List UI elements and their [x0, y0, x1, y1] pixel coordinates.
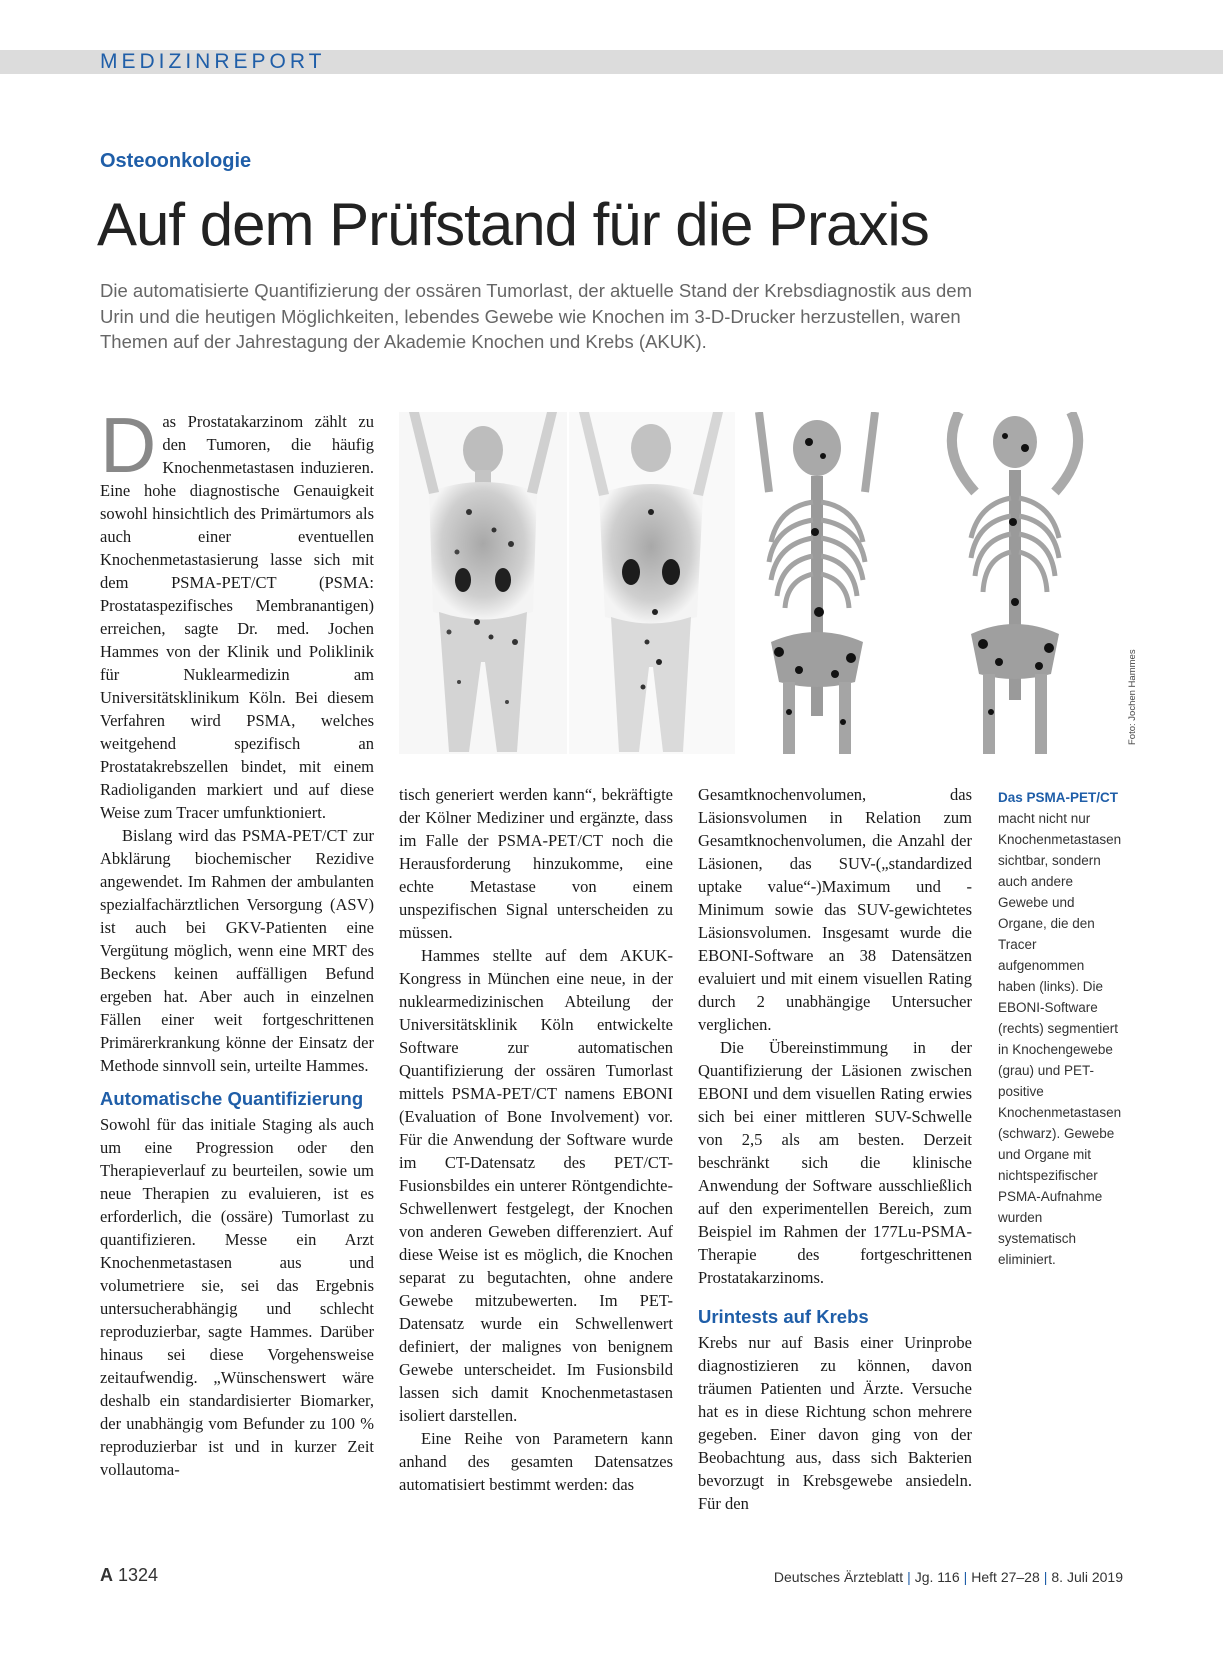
text-column-1: [100, 401, 374, 1481]
pet-ct-figure: [399, 412, 1127, 754]
journal-date: 8. Juli 2019: [1051, 1569, 1123, 1585]
paragraph-8: Die Übereinstimmung in der Quantifizierung der Läsionen zwischen EBONI und dem visuellen Rating erwies sich bei einer mittleren SUV-Schwelle von 2,5 als am besten. Derzeit beschränkt sich die klinische Anwendung der Software ausschließlich auf den experimentellen Bereich, zum Beispiel im Rahmen der 177Lu-PSMA-Therapie des fortgeschrittenen Prostatakarzinoms.: [698, 1038, 972, 1287]
subheading-automatic-quantification: Automatische Quantifizierung: [100, 1088, 364, 1109]
journal-issue: Heft 27–28: [971, 1569, 1040, 1585]
paragraph-3: Sowohl für das initiale Staging als auch um eine Progression oder den Therapieverlauf zu beurteilen, sowie um neue Therapien zu evaluieren, ist es erforderlich, die (ossäre) Tumorlast zu quantifizieren. Messe ein Arzt Knochenmetastasen aus und volumetriere sie, sei das Ergebnis untersucherabhängig und schlecht reproduzierbar, sagte Hammes. Darüber hinaus sei diese Vorgehensweise zeitaufwendig. „Wünschenswert wäre deshalb ein standardisierter Biomarker, der unabhängig vom Befunder zu 100 % reproduzierbar ist und in kurzer Zeit vollautoma-: [100, 1115, 374, 1479]
eboni-segmentation-front: [737, 412, 927, 754]
paragraph-6: Eine Reihe von Parametern kann anhand des gesamten Datensatzes automatisiert bestimmt werden: das: [399, 1429, 673, 1494]
text-column-3: [698, 783, 972, 1515]
article-lead: Die automatisierte Quantifizierung der ossären Tumorlast, der aktuelle Stand der Krebsdiagnostik aus dem Urin und die heutigen Möglichkeiten, lebendes Gewebe wie Knochen im 3-D-Drucker herzustellen, waren Themen auf der Jahrestagung der Akademie Knochen und Krebs (AKUK).: [100, 280, 973, 352]
photo-credit: Foto: Jochen Hammes: [1127, 649, 1138, 745]
drop-cap: D: [100, 401, 157, 489]
journal-info: Deutsches Ärzteblatt | Jg. 116 | Heft 27–28 | 8. Juli 2019: [773, 1569, 1123, 1585]
caption-title: Das PSMA-PET/CT: [998, 790, 1119, 805]
pet-image-second: [569, 412, 735, 754]
article-title: Auf dem Prüfstand für die Praxis: [97, 191, 929, 258]
paragraph-4: tisch generiert werden kann“, bekräftigte der Kölner Mediziner und ergänzte, dass im Falle der PSMA-PET/CT noch die Herausforderung hinzukomme, eine echte Metastase von einem unspezifischen Signal unterscheiden zu müssen.: [399, 785, 673, 942]
journal-name: Deutsches Ärzteblatt: [773, 1569, 904, 1585]
pet-image-front: [399, 412, 567, 754]
journal-volume: Jg. 116: [914, 1569, 960, 1585]
page-number: A 1324: [100, 1565, 159, 1585]
paragraph-5: Hammes stellte auf dem AKUK-Kongress in München eine neue, in der nuklearmedizinischen Abteilung der Universitätsklinik Köln entwickelte Software zur automatischen Quantifizierung der ossären Tumorlast mittels PSMA-PET/CT namens EBONI (Evaluation of Bone Involvement) vor. Für die Anwendung der Software wurde im CT-Datensatz des PET/CT-Fusionsbildes ein unterer Röntgendichte-Schwellenwert festgelegt, der Knochen von anderen Geweben differenziert. Auf diese Weise ist es möglich, die Knochen separat zu begutachten, ohne andere Gewebe mitzubewerten. Im PET-Datensatz wurde ein Schwellenwert definiert, der malignes von benignem Gewebe unterscheidet. Im Fusionsbild lassen sich damit Knochenmetastasen isoliert darstellen.: [399, 946, 673, 1425]
paragraph-9: Krebs nur auf Basis einer Urinprobe diagnostizieren zu können, davon träumen Patienten und Ärzte. Versuche hat es in diese Richtung schon mehrere gegeben. Einer davon ging von der Beobachtung aus, dass sich Bakterien bevorzugt in Krebsgewebe ansiedeln. Für den: [698, 1333, 972, 1513]
article-kicker: Osteoonkologie: [100, 150, 252, 172]
paragraph-2: Bislang wird das PSMA-PET/CT zur Abklärung biochemischer Rezidive angewendet. Im Rahmen der ambulanten spezialfachärztlichen Versorgung (ASV) ist auch bei GKV-Patienten eine Vergütung möglich, wenn eine MRT des Beckens keinen auffälligen Befund ergeben hat. Aber auch in einzelnen Fällen einer weit fortgeschrittenen Primärerkrankung könne der Einsatz der Methode sinnvoll sein, urteilte Hammes.: [100, 826, 374, 1075]
subheading-urine-tests: Urintests auf Krebs: [698, 1306, 869, 1327]
caption-text: macht nicht nur Knochenmetastasen sichtbar, sondern auch andere Gewebe und Organe, die den Tracer aufgenommen haben (links). Die EBONI-Software (rechts) segmentiert in Knochengewebe (grau) und PET-positive Knochenmetastasen (schwarz). Gewebe und Organe mit nichtspezifischer PSMA-Aufnahme wurden systematisch eliminiert.: [998, 811, 1122, 1267]
paragraph-7: Gesamtknochenvolumen, das Läsionsvolumen in Relation zum Gesamtknochenvolumen, die Anzahl der Läsionen, das SUV-(„standardized uptake value“-)Maximum und -Minimum sowie das SUV-gewichtetes Läsionsvolumen. Insgesamt wurde die EBONI-Software an 38 Datensätzen evaluiert und mit einem visuellen Rating durch 2 unabhängige Untersucher verglichen.: [698, 785, 972, 1034]
eboni-segmentation-second: [929, 412, 1109, 754]
section-label: MEDIZINREPORT: [100, 50, 326, 73]
paragraph-1: Das Prostatakarzinom zählt zu den Tumoren, die häufig Knochenmetastasen induzieren. Eine hohe diagnostische Genauigkeit sowohl hinsichtlich des Primärtumors als auch einer eventuellen Knochenmetastasierung lasse sich mit dem PSMA-PET/CT (PSMA: Prostataspezifisches Membranantigen) erreichen, sagte Dr. med. Jochen Hammes von der Klinik und Poliklinik für Nuklearmedizin am Universitätsklinikum Köln. Bei diesem Verfahren wird PSMA, welches weitgehend spezifisch an Prostatakrebszellen bindet, mit einem Radioliganden markiert und auf diese Weise zum Tracer umfunktioniert.: [100, 401, 374, 822]
figure-caption: [998, 787, 1123, 1270]
text-column-2: [399, 783, 673, 1496]
pet-ct-scan-images: [399, 412, 1127, 754]
